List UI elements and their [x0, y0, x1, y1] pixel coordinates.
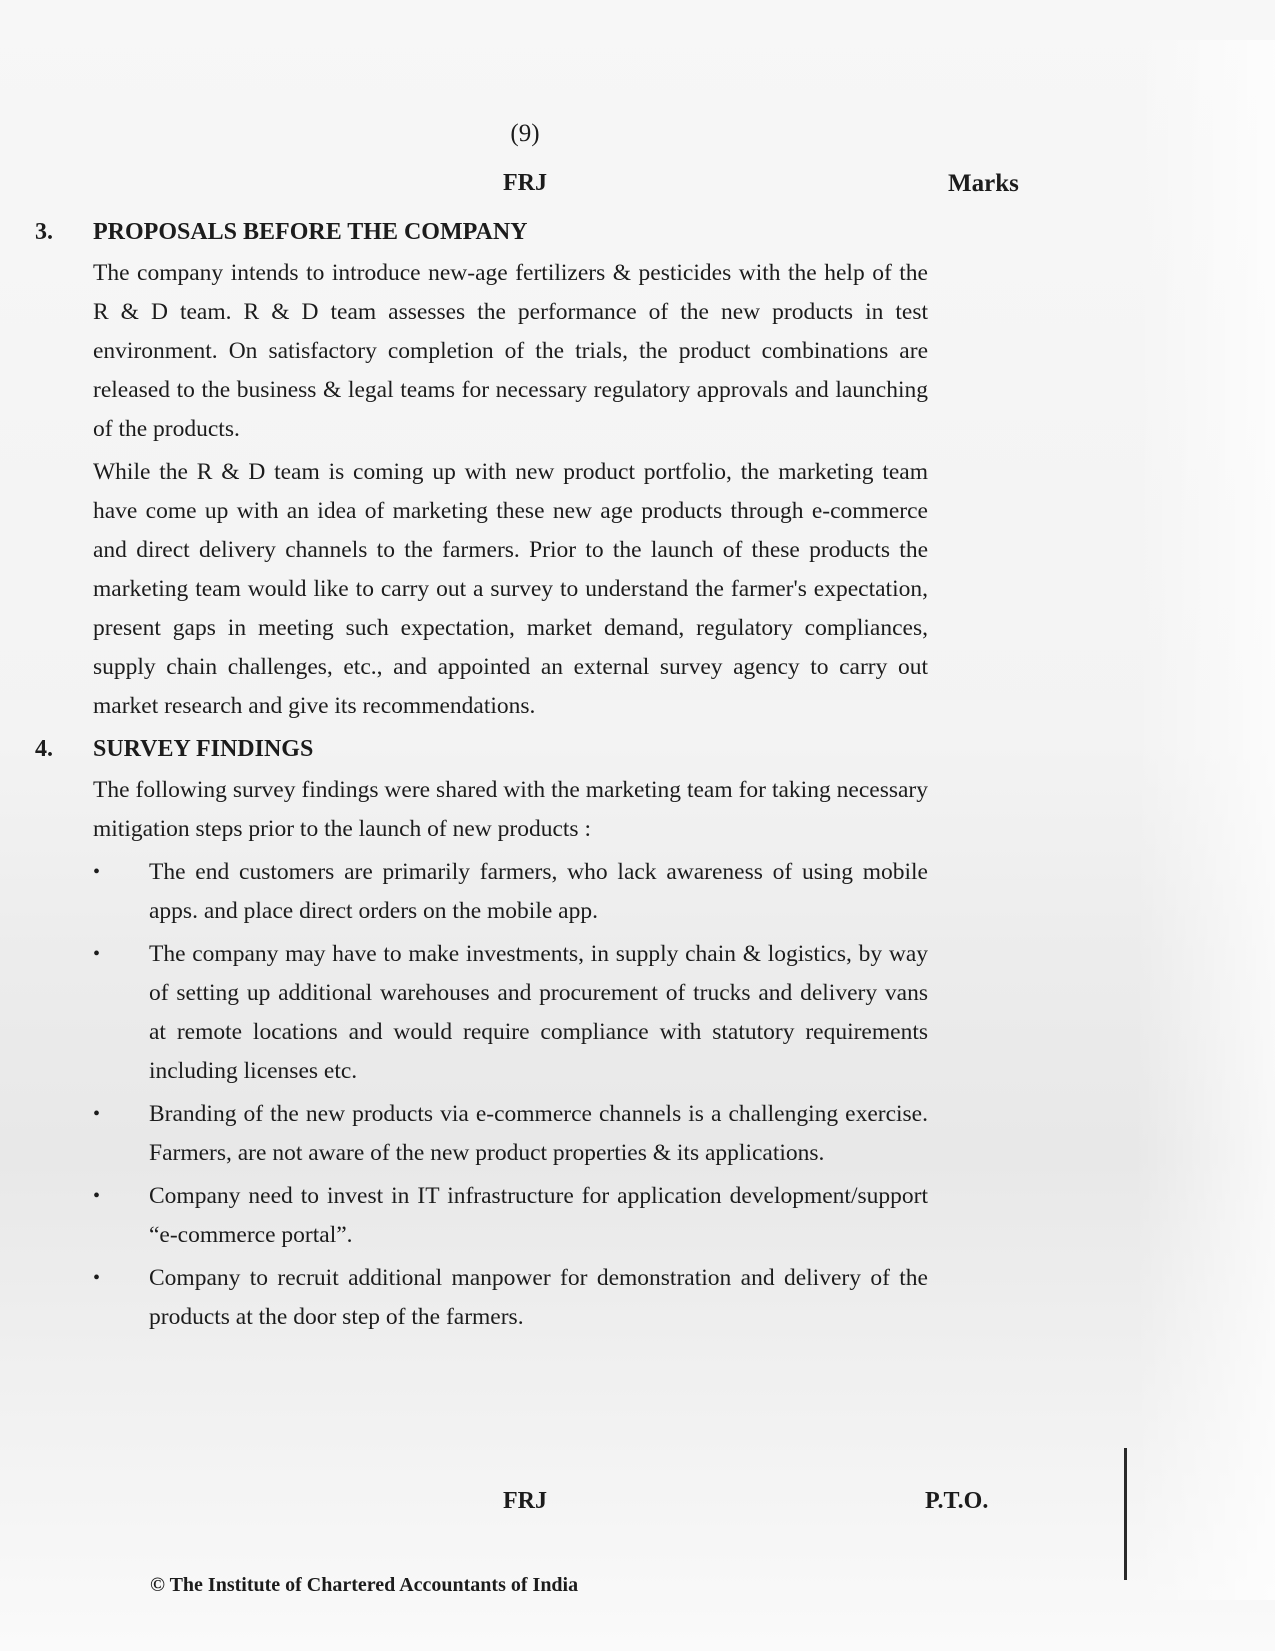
list-item	[93, 935, 928, 1091]
page-shading	[1135, 40, 1275, 1600]
footer-paper-code: FRJ	[503, 1488, 547, 1514]
section-number: 3.	[35, 219, 53, 245]
page-number: (9)	[510, 120, 540, 147]
footer-pto: P.T.O.	[925, 1488, 989, 1514]
bullet-icon: •	[93, 1267, 101, 1289]
header-paper-code: FRJ	[503, 170, 547, 196]
bullet-icon: •	[93, 1185, 101, 1207]
list-item-text: Company to recruit additional manpower for demonstration and delivery of the products at the door step of the farmers.	[149, 1265, 928, 1330]
list-item	[93, 1259, 928, 1337]
list-item-text: The end customers are primarily farmers, who lack awareness of using mobile apps. and place direct orders on the mobile app.	[149, 859, 928, 924]
list-item	[93, 853, 928, 931]
findings-list	[93, 853, 928, 1337]
section-heading: SURVEY FINDINGS	[93, 736, 314, 762]
list-item-text: Branding of the new products via e-commerce channels is a challenging exercise. Farmers, are not aware of the new product properties & its applications.	[149, 1101, 928, 1166]
paragraph: The following survey findings were shared with the marketing team for taking necessary mitigation steps prior to the launch of new products :	[93, 777, 928, 842]
section-number: 4.	[35, 736, 53, 762]
list-item	[93, 1095, 928, 1173]
bullet-icon: •	[93, 861, 101, 883]
paragraph: The company intends to introduce new-age fertilizers & pesticides with the help of the R & D team. R & D team assesses the performance of the new products in test environment. On satisfactory completion of the trials, the product combinations are released to the business & legal teams for necessary regulatory approvals and launching of the products.	[93, 260, 928, 442]
bullet-icon: •	[93, 1103, 101, 1125]
section-proposals	[35, 213, 928, 726]
document-body	[35, 213, 928, 1341]
list-item-text: Company need to invest in IT infrastructure for application development/support “e-commerce portal”.	[149, 1183, 928, 1248]
list-item-text: The company may have to make investments, in supply chain & logistics, by way of setting up additional warehouses and procurement of trucks and delivery vans at remote locations and would require compliance with statutory requirements including licenses etc.	[149, 941, 928, 1084]
list-item	[93, 1177, 928, 1255]
bullet-icon: •	[93, 943, 101, 965]
section-survey-findings	[35, 730, 928, 1337]
marks-column-label: Marks	[948, 170, 1019, 197]
section-heading: PROPOSALS BEFORE THE COMPANY	[93, 219, 528, 245]
scan-edge-line	[1124, 1448, 1127, 1580]
paragraph: While the R & D team is coming up with new product portfolio, the marketing team have come up with an idea of marketing these new age products through e-commerce and direct delivery channels to the farmers. Prior to the launch of these products the marketing team would like to carry out a survey to understand the farmer's expectation, present gaps in meeting such expectation, market demand, regulatory compliances, supply chain challenges, etc., and appointed an external survey agency to carry out market research and give its recommendations.	[93, 459, 928, 719]
copyright-notice: © The Institute of Chartered Accountants of India	[150, 1574, 579, 1596]
